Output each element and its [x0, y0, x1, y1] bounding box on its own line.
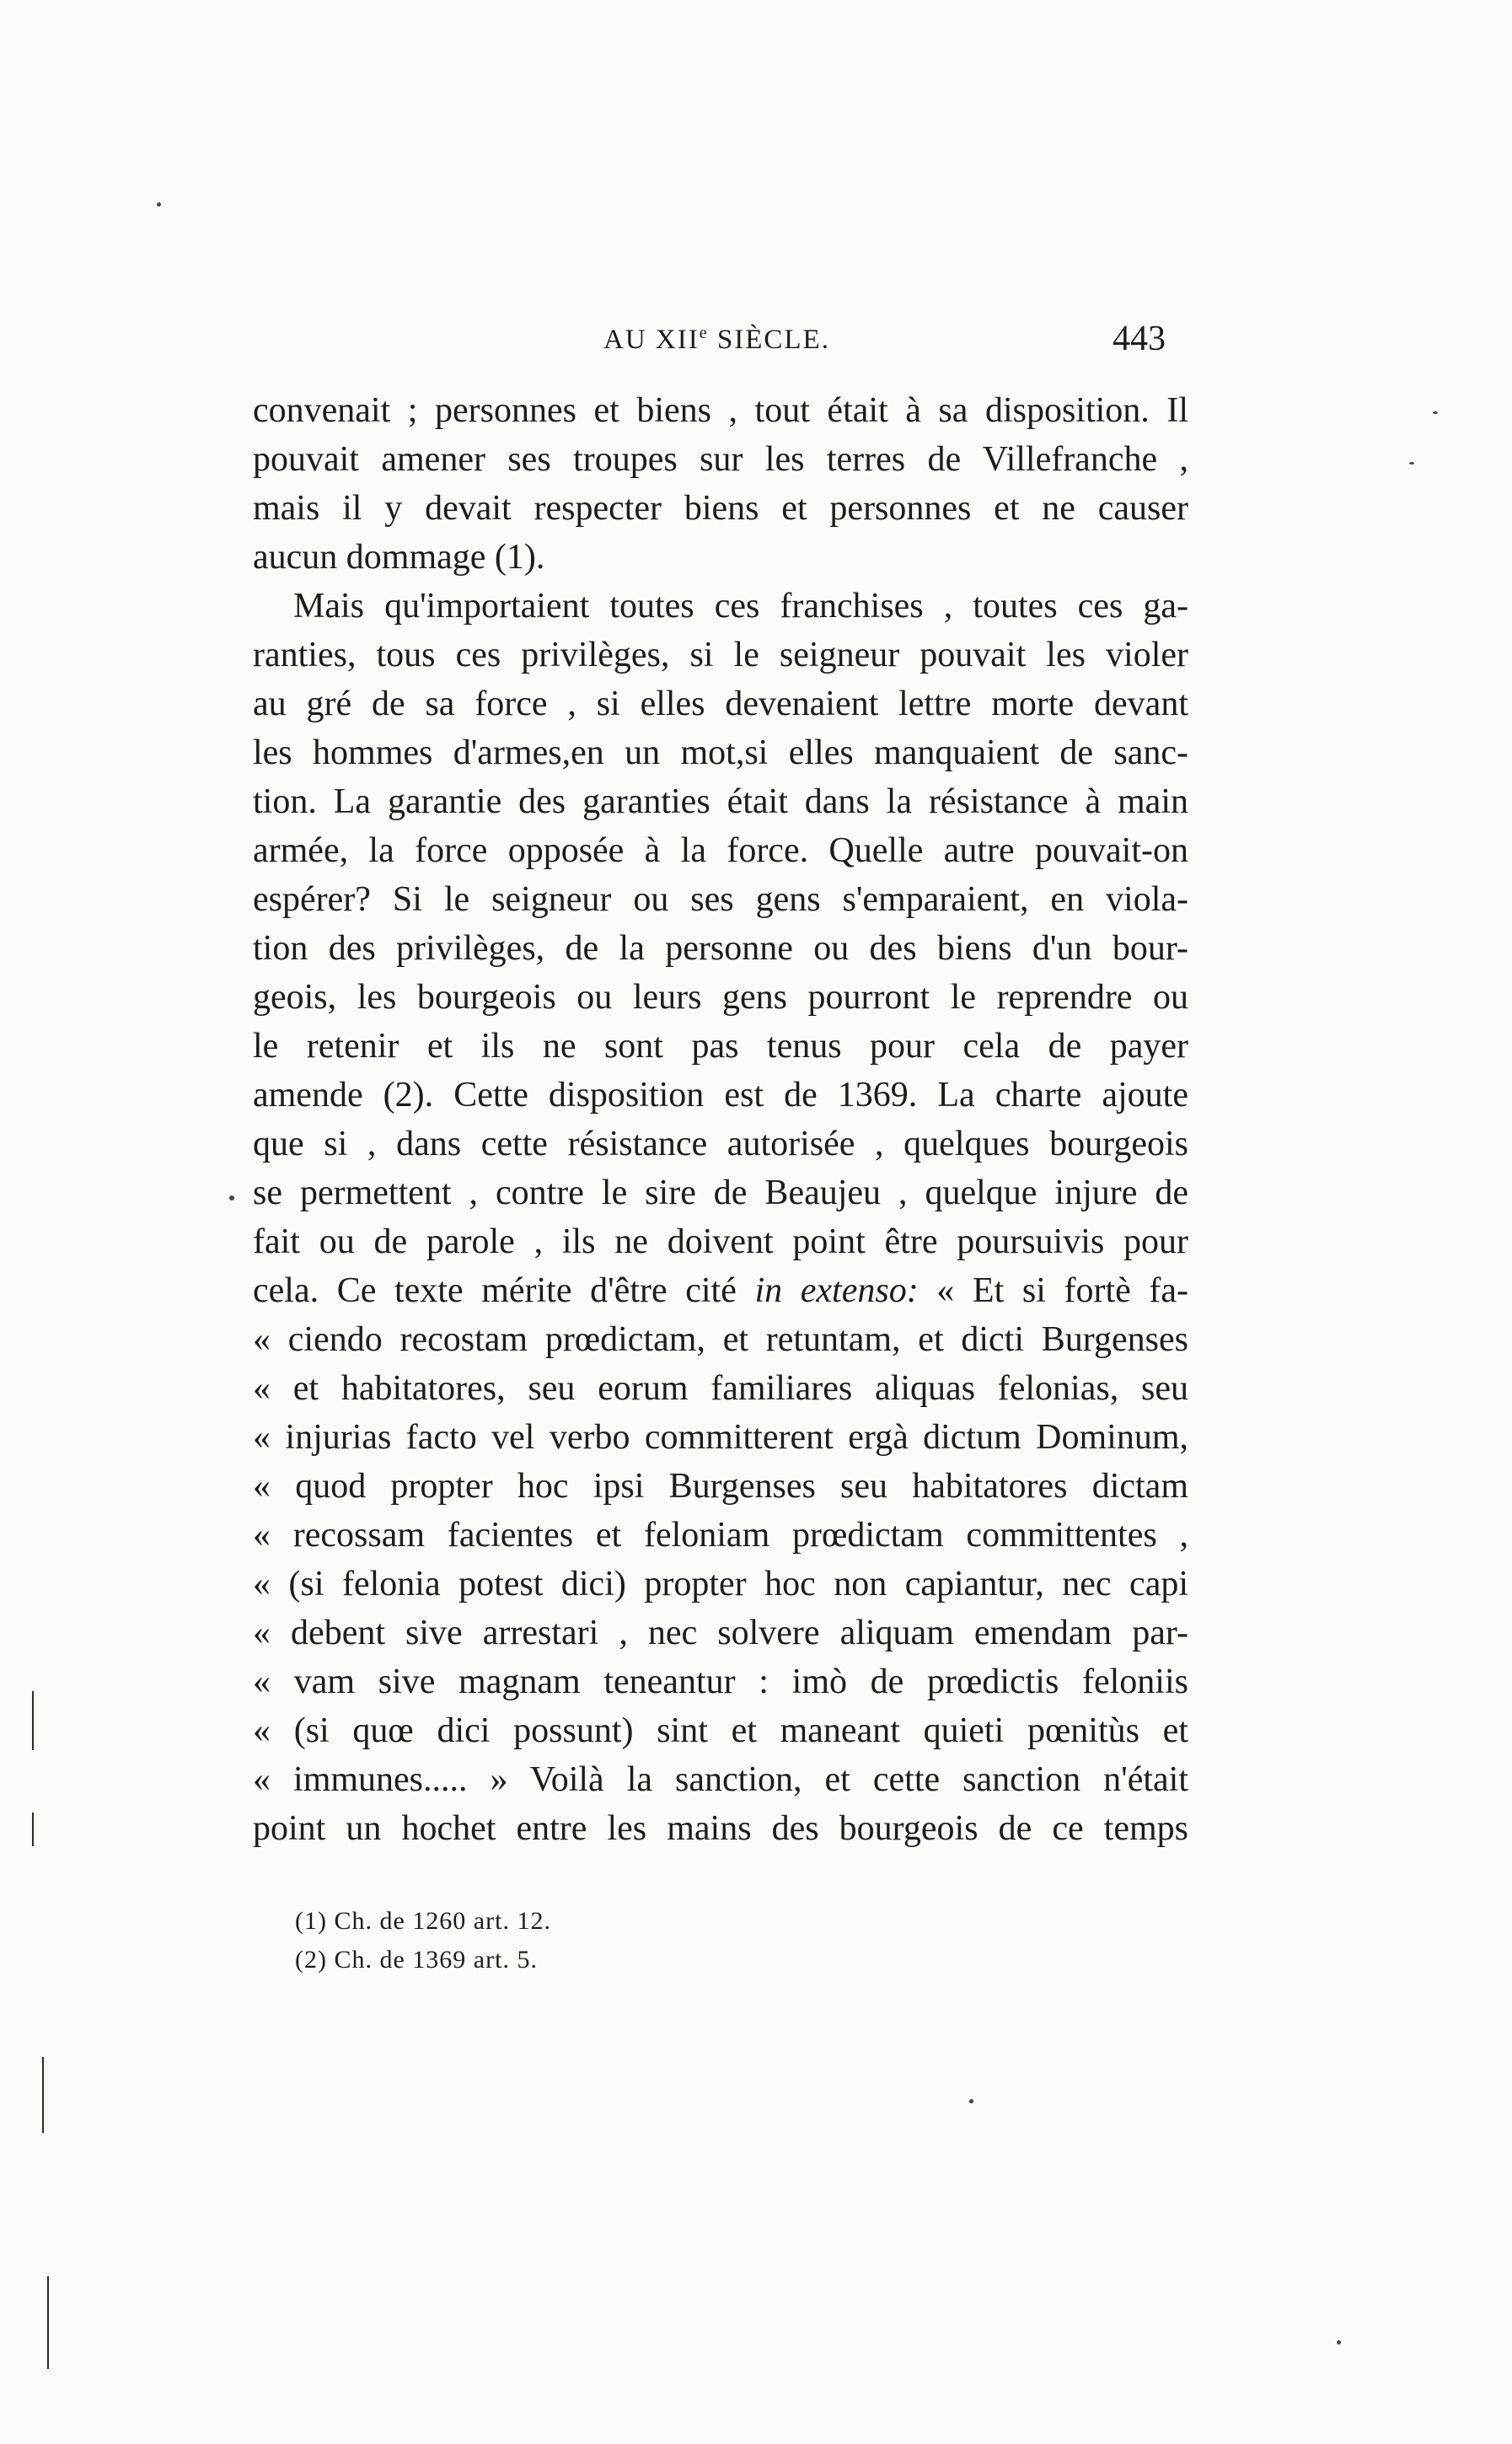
header-text: AU XII — [603, 325, 700, 355]
text-line: aucun dommage (1). — [253, 538, 545, 577]
text-line: les hommes d'armes,en un mot,si elles manquaient de sanc- — [253, 733, 1188, 772]
text-line: pouvait amener ses troupes sur les terres de Villefranche , — [253, 440, 1188, 479]
quote-line: « (si felonia potest dici) propter hoc non capiantur, nec capi — [253, 1565, 1188, 1603]
header-superscript: e — [699, 324, 709, 342]
footnote: (2) Ch. de 1369 art. 5. — [295, 1946, 538, 1974]
text-line: le retenir et ils ne sont pas tenus pour cela de payer — [253, 1027, 1188, 1066]
quote-line: « quod propter hoc ipsi Burgenses seu habitatores dictam — [253, 1467, 1188, 1506]
text-line: armée, la force opposée à la force. Quelle autre pouvait-on — [253, 831, 1188, 870]
text-line: Mais qu'importaient toutes ces franchises , toutes ces ga- — [293, 587, 1188, 626]
text-line: amende (2). Cette disposition est de 1369. La charte ajoute — [253, 1076, 1188, 1115]
text-line: que si , dans cette résistance autorisée , quelques bourgeois — [253, 1125, 1188, 1163]
extenso-after: « Et si fortè fa- — [918, 1271, 1188, 1310]
quote-line: « recossam facientes et feloniam prœdictam committentes , — [253, 1516, 1188, 1555]
text-line: fait ou de parole , ils ne doivent point être poursuivis pour — [253, 1222, 1188, 1261]
quote-line: « debent sive arrestari , nec solvere aliquam emendam par- — [253, 1614, 1188, 1652]
footnote: (1) Ch. de 1260 art. 12. — [295, 1907, 551, 1935]
scan-mark — [32, 1691, 34, 1750]
quote-line: point un hochet entre les mains des bourgeois de ce temps — [253, 1809, 1188, 1848]
scan-speck — [1433, 411, 1438, 414]
header-text-rest: SIÈCLE. — [708, 325, 830, 355]
text-line: mais il y devait respecter biens et personnes et ne causer — [253, 489, 1188, 528]
text-line: espérer? Si le seigneur ou ses gens s'emparaient, en viola- — [253, 880, 1188, 919]
extenso-before: cela. Ce texte mérite d'être cité — [253, 1271, 755, 1310]
scan-mark — [32, 1813, 34, 1846]
scan-speck — [969, 2099, 973, 2103]
text-line: geois, les bourgeois ou leurs gens pourront le reprendre ou — [253, 978, 1188, 1017]
scan-speck — [229, 1195, 234, 1201]
quote-line: « injurias facto vel verbo committerent ergà dictum Dominum, — [253, 1418, 1188, 1457]
quote-line: « vam sive magnam teneantur : imò de prœdictis feloniis — [253, 1662, 1188, 1701]
text-line: ranties, tous ces privilèges, si le seigneur pouvait les violer — [253, 636, 1188, 674]
quote-line: « et habitatores, seu eorum familiares aliquas felonias, seu — [253, 1369, 1188, 1408]
quote-line: « immunes..... » Voilà la sanction, et cette sanction n'était — [253, 1760, 1188, 1799]
scan-mark — [47, 2276, 49, 2369]
extenso-italic: in extenso: — [754, 1271, 919, 1310]
quote-line: « ciendo recostam prœdictam, et retuntam, et dicti Burgenses — [253, 1320, 1188, 1359]
text-line: tion. La garantie des garanties était dans la résistance à main — [253, 782, 1188, 821]
running-header-left — [603, 324, 830, 356]
text-line: se permettent , contre le sire de Beaujeu , quelque injure de — [253, 1174, 1188, 1212]
text-line: convenait ; personnes et biens , tout était à sa disposition. Il — [253, 391, 1188, 430]
scan-speck — [157, 202, 161, 207]
text-line: au gré de sa force , si elles devenaient lettre morte devant — [253, 685, 1188, 723]
scan-speck — [1409, 462, 1414, 465]
text-line: tion des privilèges, de la personne ou des biens d'un bour- — [253, 929, 1188, 968]
quote-line: « (si quœ dici possunt) sint et maneant quieti pœnitùs et — [253, 1711, 1188, 1750]
extenso-line — [253, 1270, 1188, 1312]
scan-speck — [1337, 2340, 1341, 2345]
page-number: 443 — [1113, 320, 1166, 358]
scan-mark — [42, 2057, 44, 2133]
